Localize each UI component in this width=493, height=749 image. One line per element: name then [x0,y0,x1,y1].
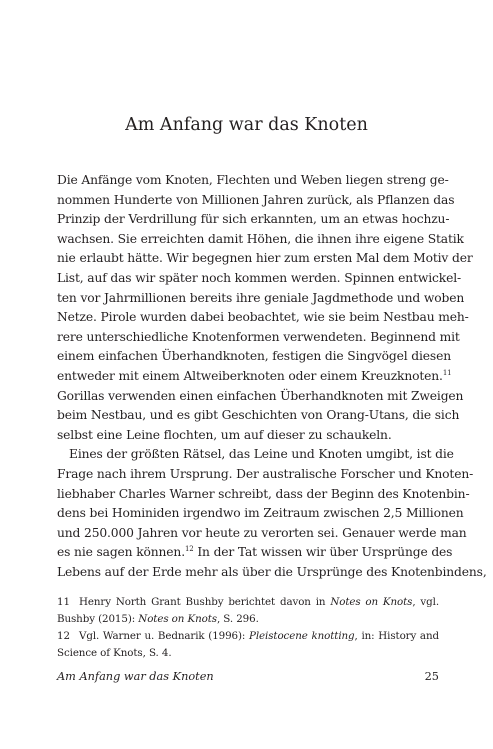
text-line: nommen Hunderte von Millionen Jahren zurück, als Pflanzen das [57,192,455,207]
text-line: und 250.000 Jahren vor heute zu verorten sei. Genauer werde man [57,525,467,540]
text-line: beim Nestbau, und es gibt Geschichten von Orang-Utans, die sich [57,408,460,423]
text-line: dens bei Hominiden irgendwo im Zeitraum zwischen 2,5 Millionen [57,506,464,521]
text-span: In der Tat wissen wir über Ursprünge des [193,545,453,560]
footnote-title: Pleistocene knotting [249,630,355,642]
footnote-number: 11 [57,596,70,608]
text-span: es nie sagen können. [57,545,185,560]
text-line: Gorillas verwenden einen einfachen Überhandknoten mit Zweigen [57,388,464,403]
footnote-text: Vgl. Warner u. Bednarik (1996): [79,630,250,642]
footnotes [57,594,439,662]
page-footer [57,670,439,683]
text-line: rere unterschiedliche Knotenformen verwendeten. Beginnend mit [57,329,460,344]
text-line: liebhaber Charles Warner schreibt, dass der Beginn des Knotenbin- [57,486,470,501]
footnote-reference-11: 11 [442,368,452,377]
running-title: Am Anfang war das Knoten [57,670,214,683]
text-line [57,543,453,563]
footnote-reference-12: 12 [184,545,194,554]
footnote-text: , vgl. [412,596,439,608]
footnote-text: Bushby (2015): [57,613,139,625]
text-line: einem einfachen Überhandknoten, festigen die Singvögel diesen [57,349,451,364]
text-line: Frage nach ihrem Ursprung. Der australische Forscher und Knoten- [57,466,474,481]
page-number: 25 [424,670,439,683]
text-line [57,367,452,387]
text-line: Prinzip der Verdrillung für sich erkannten, um an etwas hochzu- [57,212,450,227]
text-line: ten vor Jahrmillionen bereits ihre geniale Jagdmethode und woben [57,290,465,305]
text-line: List, auf das wir später noch kommen werden. Spinnen entwickel- [57,270,461,285]
footnote-12-line: Science of Knots, S. 4. [57,647,172,659]
footnote-11-line [57,594,439,611]
text-line: Lebens auf der Erde mehr als über die Ursprünge des Knotenbindens, [57,564,487,579]
footnote-text: Henry North Grant Bushby berichtet davon in [79,596,331,608]
text-line: wachsen. Sie erreichten damit Höhen, die ihnen ihre eigene Statik [57,231,464,246]
footnote-title: Notes on Knots [330,596,413,608]
footnote-title: Notes on Knots [138,613,217,625]
chapter-title: Am Anfang war das Knoten [125,115,368,135]
footnote-12-line [57,628,439,645]
footnote-text: , in: History and [354,630,439,642]
text-line: Die Anfänge vom Knoten, Flechten und Weben liegen streng ge- [57,173,449,187]
main-text [57,171,487,582]
text-span: entweder mit einem Altweiberknoten oder einem Kreuzknoten. [57,368,443,383]
text-line: Netze. Pirole wurden dabei beobachtet, wie sie beim Nestbau meh- [57,310,469,325]
text-line: Eines der größten Rätsel, das Leine und Knoten umgibt, ist die [69,447,454,462]
footnote-text: , S. 296. [216,613,259,625]
text-line: selbst eine Leine flochten, um auf dieser zu schaukeln. [57,427,392,442]
footnote-11-line [57,611,439,628]
text-line: nie erlaubt hätte. Wir begegnen hier zum ersten Mal dem Motiv der [57,251,473,266]
footnote-number: 12 [57,630,70,642]
